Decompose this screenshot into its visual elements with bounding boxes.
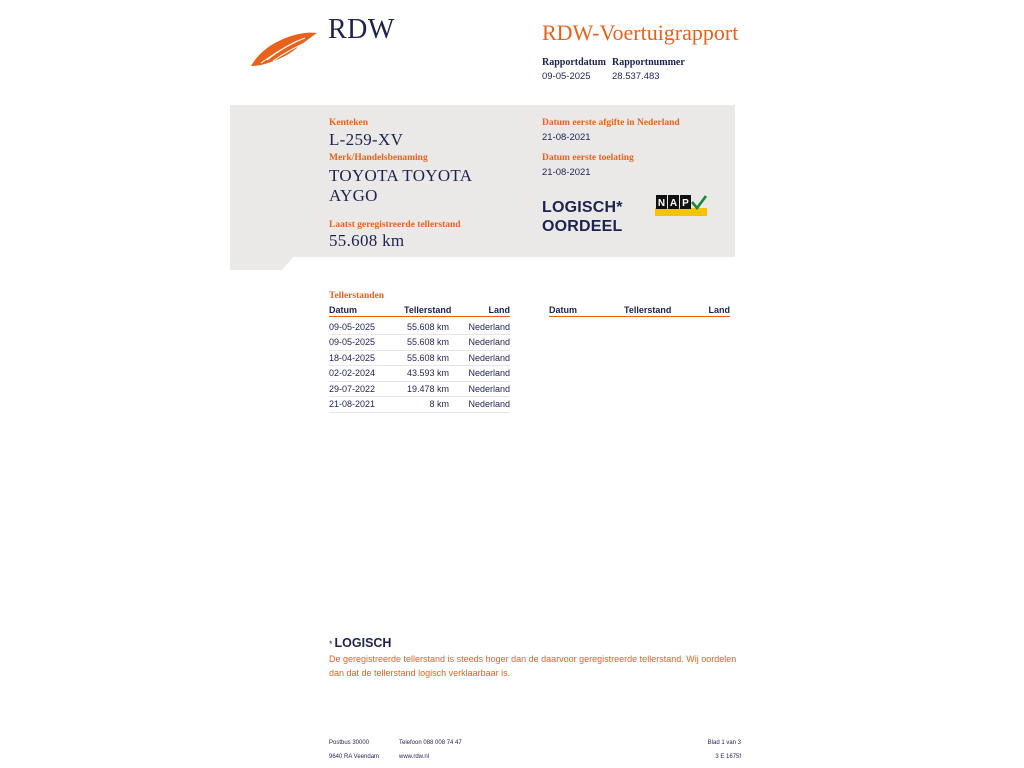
brand-name: RDW — [328, 14, 395, 45]
row-3-date: 18-04-2025 — [329, 353, 376, 363]
svg-text:P: P — [682, 198, 689, 209]
col-odometer: Tellerstand — [404, 305, 452, 315]
plate-value: L-259-XV — [329, 130, 404, 149]
row-6-km: 8 km — [429, 399, 449, 409]
row-divider — [329, 350, 510, 351]
row-5-date: 29-07-2022 — [329, 384, 376, 394]
row-divider — [329, 412, 510, 413]
report-date-label: Rapportdatum — [542, 57, 606, 68]
col-country: Land — [488, 305, 510, 315]
row-4-date: 02-02-2024 — [329, 368, 376, 378]
row-2-km: 55.608 km — [406, 337, 449, 347]
rdw-logo-icon — [249, 30, 319, 70]
odometer-label: Laatst geregistreerde tellerstand — [329, 220, 461, 230]
header-rule-right — [549, 316, 730, 317]
footer-city: 9640 RA Veendam — [329, 754, 380, 760]
row-5-km: 19.478 km — [406, 384, 449, 394]
footer-page: Blad 1 van 3 — [707, 740, 741, 746]
make-label: Merk/Handelsbenaming — [329, 153, 428, 163]
nap-logo-icon — [655, 195, 707, 216]
report-title: RDW-Voertuigrapport — [542, 20, 739, 45]
make-line-1: TOYOTA TOYOTA — [329, 166, 473, 185]
footnote-heading — [329, 636, 391, 650]
footnote-text: De geregistreerde tellerstand is steeds hoger dan de daarvoor geregistreerde tellerstand. Wij oordelen dan dat de tellerstand logisch verklaarbaar is. — [329, 654, 737, 678]
verdict-line-2: OORDEEL — [542, 218, 623, 235]
make-line-2: AYGO — [329, 186, 378, 205]
footnote-heading-text: LOGISCH — [334, 636, 392, 650]
row-1-date: 09-05-2025 — [329, 322, 376, 332]
report-number-value: 28.537.483 — [612, 71, 660, 82]
panel-tab — [230, 256, 282, 270]
footer-code: 3 E 1675f — [715, 754, 741, 760]
row-2-date: 09-05-2025 — [329, 337, 376, 347]
row-3-country: Nederland — [468, 353, 510, 363]
verdict-line-1: LOGISCH* — [542, 199, 623, 216]
row-4-country: Nederland — [468, 368, 510, 378]
readings-title: Tellerstanden — [329, 291, 385, 301]
odometer-value: 55.608 km — [329, 231, 405, 250]
first-admission-label: Datum eerste toelating — [542, 153, 634, 163]
panel-tab-corner — [282, 256, 294, 270]
footnote-star: * — [329, 639, 333, 649]
footer-phone: Telefoon 088 008 74 47 — [399, 740, 462, 746]
row-4-km: 43.593 km — [406, 368, 449, 378]
report-date-value: 09-05-2025 — [542, 71, 591, 82]
footer-web[interactable]: www.rdw.nl — [399, 754, 430, 760]
row-3-km: 55.608 km — [406, 353, 449, 363]
svg-text:A: A — [669, 198, 678, 209]
plate-label: Kenteken — [329, 118, 369, 128]
first-admission-value: 21-08-2021 — [542, 167, 591, 178]
row-1-km: 55.608 km — [406, 322, 449, 332]
row-divider — [329, 396, 510, 397]
row-6-country: Nederland — [468, 399, 510, 409]
footer-postbus: Postbus 30000 — [329, 740, 370, 746]
header-rule-left — [329, 316, 510, 317]
col-odometer-right: Tellerstand — [624, 305, 672, 315]
first-issue-label: Datum eerste afgifte in Nederland — [542, 118, 680, 128]
svg-text:N: N — [657, 198, 666, 209]
report-number-label: Rapportnummer — [612, 57, 685, 68]
row-divider — [329, 365, 510, 366]
row-divider — [329, 334, 510, 335]
row-5-country: Nederland — [468, 384, 510, 394]
col-country-right: Land — [708, 305, 730, 315]
col-date: Datum — [329, 305, 358, 315]
row-6-date: 21-08-2021 — [329, 399, 376, 409]
readings-rows — [329, 320, 510, 420]
col-date-right: Datum — [549, 305, 578, 315]
row-1-country: Nederland — [468, 322, 510, 332]
row-divider — [329, 381, 510, 382]
first-issue-value: 21-08-2021 — [542, 132, 591, 143]
row-2-country: Nederland — [468, 337, 510, 347]
